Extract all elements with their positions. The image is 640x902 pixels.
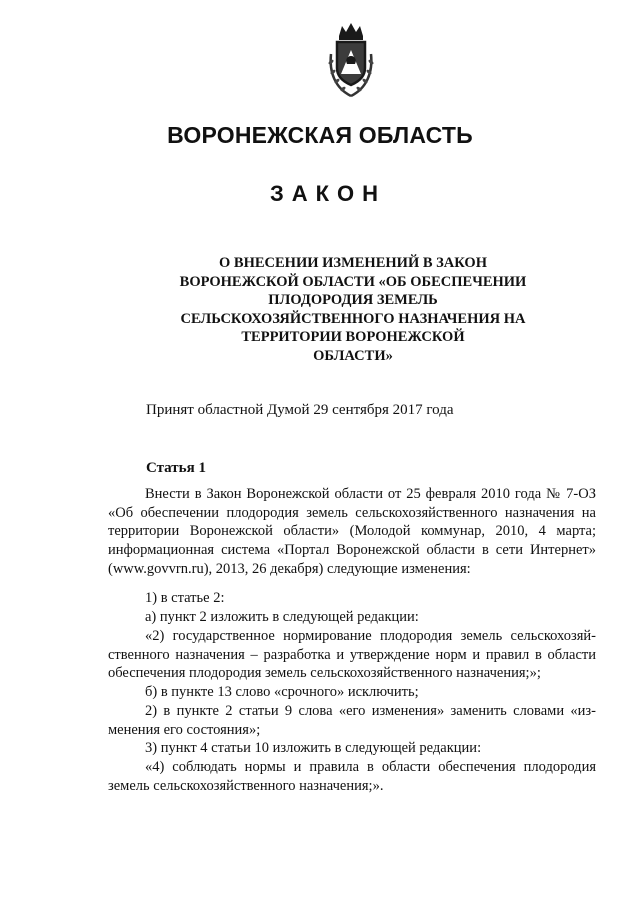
law-title-line: ВОРОНЕЖСКОЙ ОБЛАСТИ «ОБ ОБЕСПЕЧЕНИИ <box>179 273 527 290</box>
list-item: 3) пункт 4 статьи 10 изложить в следующей редакции: <box>145 740 482 756</box>
coat-of-arms-icon <box>326 20 376 102</box>
list-item: 1) в статье 2: <box>145 590 225 606</box>
list-item: б) в пункте 13 слово «срочного» исключить; <box>145 684 419 700</box>
article-intro: Внести в Закон Воронежской области от 25 февраля 2010 года № 7-ОЗ «Об обеспечении плодородия земель сельскохозяйственного назначения на территории Воронежской области» (Молодой коммунар, 2010, 4 марта; информационная система «Портал Воронежской области в сети Интернет» (www.govvrn.ru), 2013, 26 декабря) следующие изменения: <box>108 486 596 577</box>
list-item: а) пункт 2 изложить в следующей редакции: <box>145 609 419 625</box>
document-type: ЗАКОН <box>269 181 387 206</box>
list-item: «4) соблюдать нормы и правила в области обеспечения плодородия земель сельскохозяйственного назначения;». <box>108 759 596 794</box>
article-heading: Статья 1 <box>146 460 206 476</box>
list-item: 2) в пункте 2 статьи 9 слова «его изменения» заменить словами «изменения его состояния»; <box>108 703 596 738</box>
law-title-line: ОБЛАСТИ» <box>313 347 393 364</box>
law-title <box>0 254 640 366</box>
law-title-line: ПЛОДОРОДИЯ ЗЕМЕЛЬ <box>268 292 438 309</box>
list-item: «2) государственное нормирование плодородия земель сельскохозяйственного назначения – разработка и утверждение норм и правил в области обеспечения плодородия земель сельскохозяйственного назначения;»; <box>108 628 596 682</box>
law-title-line: О ВНЕСЕНИИ ИЗМЕНЕНИЙ В ЗАКОН <box>219 255 487 271</box>
law-title-line: СЕЛЬСКОХОЗЯЙСТВЕННОГО НАЗНАЧЕНИЯ НА <box>180 310 526 327</box>
region-name: ВОРОНЕЖСКАЯ ОБЛАСТЬ <box>167 122 473 148</box>
law-title-line: ТЕРРИТОРИИ ВОРОНЕЖСКОЙ <box>241 329 465 346</box>
adoption-date: Принят областной Думой 29 сентября 2017 года <box>146 402 454 418</box>
